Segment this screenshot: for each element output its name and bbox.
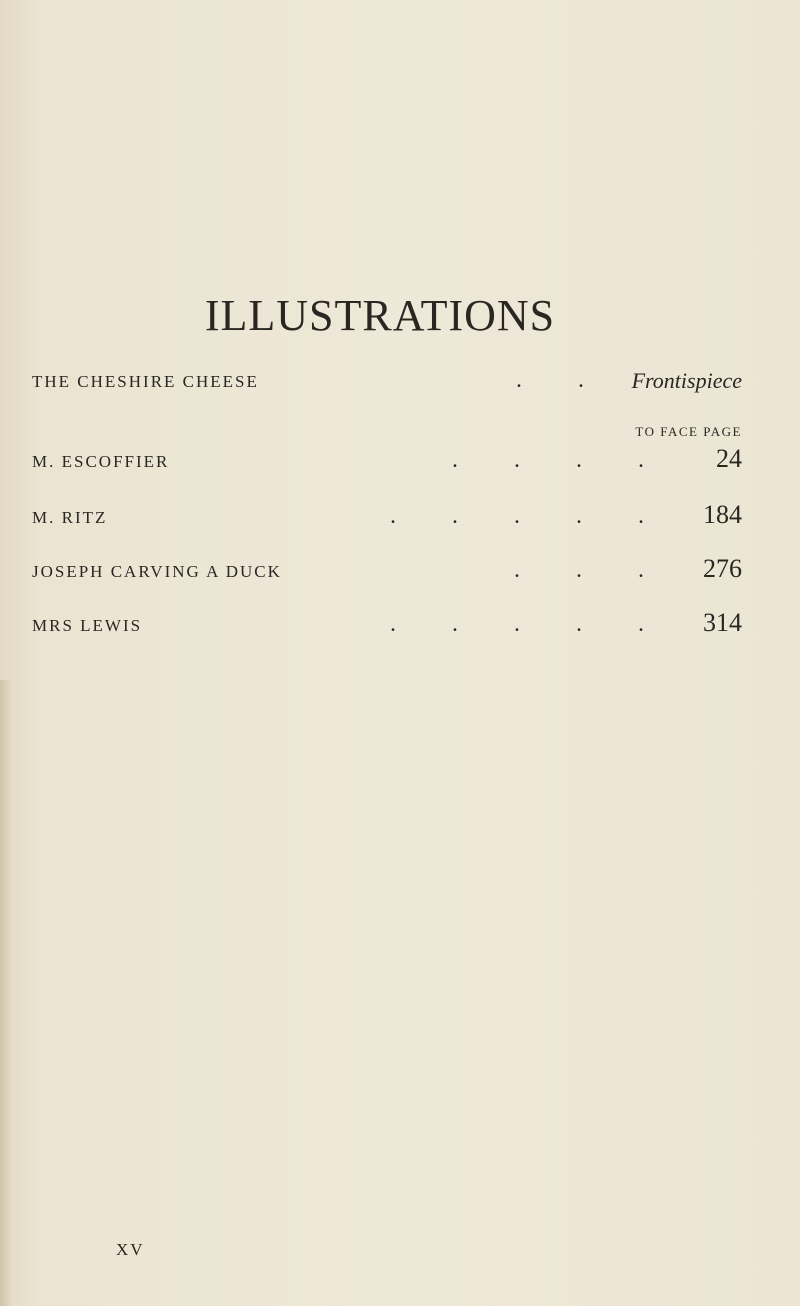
entry-caption: MRS LEWIS: [32, 616, 143, 635]
list-item: [32, 554, 742, 592]
column-header: TO FACE PAGE: [635, 424, 742, 439]
entry-page: 184: [703, 500, 742, 529]
leader-dots: . .: [516, 372, 584, 391]
entry-page: Frontispiece: [631, 368, 742, 393]
entry-caption: M. RITZ: [32, 508, 108, 527]
entry-page: 276: [703, 554, 742, 583]
list-item: [32, 608, 742, 646]
entry-caption: THE CHESHIRE CHEESE: [32, 372, 259, 391]
entry-caption: M. ESCOFFIER: [32, 452, 170, 471]
entry-page: 24: [716, 444, 742, 473]
list-item: [32, 444, 742, 482]
leader-dots: . . . . .: [390, 616, 644, 635]
entry-page: 314: [703, 608, 742, 637]
leader-dots: . . . . .: [390, 508, 644, 527]
leader-dots: . . .: [514, 562, 644, 581]
list-item: [32, 368, 742, 402]
entry-caption: JOSEPH CARVING A DUCK: [32, 562, 282, 581]
leader-dots: . . . .: [452, 452, 644, 471]
list-item: [32, 500, 742, 538]
page-title: ILLUSTRATIONS: [204, 291, 556, 340]
page-number: XV: [116, 1240, 145, 1259]
page-edge-shadow: [0, 680, 12, 1306]
